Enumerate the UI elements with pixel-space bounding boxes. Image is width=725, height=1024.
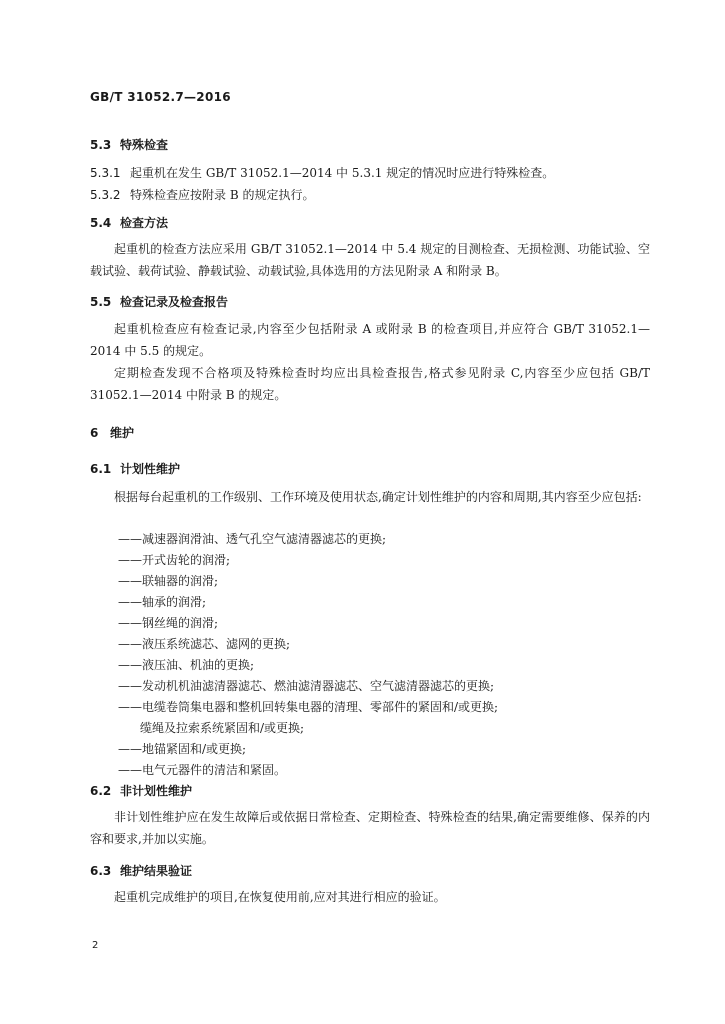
list-item: ——钢丝绳的润滑; [118,616,219,630]
paragraph-5-5-2: 定期检查发现不合格项及特殊检查时均应出具检查报告,格式参见附录 C,内容至少应包括 GB/T 31052.1—2014 中附录 B 的规定。 [90,366,650,402]
paragraph-6-3: 起重机完成维护的项目,在恢复使用前,应对其进行相应的验证。 [114,890,446,904]
standard-code-header: GB/T 31052.7—2016 [90,90,231,104]
section-number: 6 [90,426,99,440]
list-item: ——电气元器件的清洁和紧固。 [118,763,287,777]
paragraph-6-2: 非计划性维护应在发生故障后或依据日常检查、定期检查、特殊检查的结果,确定需要维修、保养的内容和要求,并加以实施。 [90,810,650,846]
section-number: 5.5 [90,295,112,309]
clause-5-3-1 [90,164,554,181]
list-item: ——发动机机油滤清器滤芯、燃油滤清器滤芯、空气滤清器滤芯的更换; [118,679,495,693]
section-title: 维护结果验证 [120,864,193,878]
list-item: ——液压系统滤芯、滤网的更换; [118,637,291,651]
section-heading-5-5 [90,293,228,310]
section-title: 特殊检查 [120,138,169,152]
section-heading-5-4 [90,214,168,231]
section-title: 维护 [110,426,135,440]
section-heading-6-2 [90,782,192,799]
list-item: ——开式齿轮的润滑; [118,553,231,567]
clause-text: 特殊检查应按附录 B 的规定执行。 [130,188,315,202]
section-number: 6.1 [90,462,112,476]
section-title: 计划性维护 [120,462,181,476]
clause-number: 5.3.1 [90,166,121,180]
clause-number: 5.3.2 [90,188,121,202]
clause-text: 起重机在发生 GB/T 31052.1—2014 中 5.3.1 规定的情况时应进行特殊检查。 [130,166,555,180]
list-item: ——地锚紧固和/或更换; [118,742,247,756]
section-number: 5.3 [90,138,112,152]
paragraph-5-5-1: 起重机检查应有检查记录,内容至少包括附录 A 或附录 B 的检查项目,并应符合 GB/T 31052.1—2014 中 5.5 的规定。 [90,322,650,358]
section-title: 检查记录及检查报告 [120,295,229,309]
section-title: 非计划性维护 [120,784,193,798]
section-title: 检查方法 [120,216,169,230]
section-heading-5-3 [90,136,168,153]
section-heading-6-1 [90,460,180,477]
page-number: 2 [92,940,99,951]
list-item: ——轴承的润滑; [118,595,207,609]
section-number: 6.2 [90,784,112,798]
section-heading-6-3 [90,862,192,879]
list-item: ——液压油、机油的更换; [118,658,255,672]
list-item: ——联轴器的润滑; [118,574,219,588]
section-heading-6 [90,424,134,441]
section-number: 5.4 [90,216,112,230]
list-item: 缆绳及拉索系统紧固和/或更换; [140,721,305,735]
paragraph-5-4: 起重机的检查方法应采用 GB/T 31052.1—2014 中 5.4 规定的目测检查、无损检测、功能试验、空载试验、载荷试验、静载试验、动载试验,具体选用的方法见附录 A 和附录 B。 [90,242,650,278]
clause-5-3-2 [90,186,314,203]
list-item: ——电缆卷筒集电器和整机回转集电器的清理、零部件的紧固和/或更换; [118,700,499,714]
section-number: 6.3 [90,864,112,878]
list-item: ——减速器润滑油、透气孔空气滤清器滤芯的更换; [118,532,387,546]
paragraph-6-1: 根据每台起重机的工作级别、工作环境及使用状态,确定计划性维护的内容和周期,其内容至少应包括: [114,490,642,504]
